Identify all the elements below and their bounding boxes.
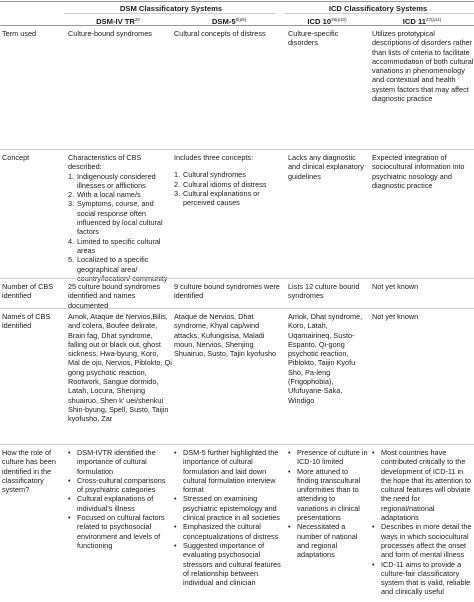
list-item: • Cultural explanations of individual's illness bbox=[68, 494, 172, 513]
row-label-role: How the role of culture has been identified in the classificatory system? bbox=[2, 448, 56, 495]
list-item: Localized to a specific geographical area/ country/location/ community bbox=[77, 255, 168, 283]
list-item: • Describes in more detail the ways in which sociocultural processes affect the onset and form of mental illness bbox=[372, 522, 474, 559]
list-item: Symptoms, course, and social response often influenced by local cultural factors bbox=[77, 199, 163, 237]
concept-dsm5-intro: Includes three concepts: bbox=[174, 153, 254, 162]
names-dsm5: Ataque de Nervios, Dhat syndrome, Khyal cap/wind attacks, Kufungisisa, Maladi moun, Nervios, Shenjing Shuairuo, Susto, Tajin kyofusho bbox=[174, 312, 277, 359]
concept-icd10: Lacks any diagnostic and clinical explanatory guidelines bbox=[288, 153, 364, 181]
list-item: • Focused on cultural factors related to psychosocial environment and levels of functioning bbox=[68, 513, 172, 550]
list-item: Cultural syndromes bbox=[183, 170, 246, 180]
term-dsm4: Culture-bound syndromes bbox=[68, 29, 152, 38]
row-divider bbox=[0, 308, 474, 309]
col-header-dsm5: DSM-$5^{6(p5)}$ bbox=[211, 17, 247, 26]
list-item: • ICD-11 aims to provide a culture-fair classificatory system that is valid, reliable and clinically useful bbox=[372, 560, 474, 597]
role-dsm4 bbox=[68, 448, 172, 550]
number-icd10: Lists 12 culture bound syndromes bbox=[288, 282, 360, 301]
list-item: • Suggested importance of evaluating psychosocial stressors and cultural features of relationship between individual and clinician bbox=[174, 541, 286, 587]
group-underline-icd bbox=[284, 13, 474, 14]
col-header-dsm4: DSM-IV TR$^{20}$ bbox=[96, 17, 140, 26]
list-item: • Stressed on examining psychiatric epistemology and clinical practice in all societies bbox=[174, 494, 286, 522]
names-icd11: Not yet known bbox=[372, 312, 419, 321]
list-item: With a local name/s bbox=[77, 190, 141, 200]
list-item: Limited to specific cultural areas bbox=[77, 236, 161, 255]
term-icd11: Utilizes prototypical descriptions of disorders rather than lists of criteria to facilitate accommodation of both cultural variations in phenomenology and contextual and health system factors that may affect diagnostic practice bbox=[372, 29, 474, 104]
top-rule bbox=[0, 1, 474, 2]
list-item: • DSM-5 further highlighted the importance of cultural formulation and laid down cultural formulation interview format bbox=[174, 448, 286, 494]
number-dsm4: 25 culture bound syndromes identified and names documented bbox=[68, 282, 161, 310]
term-icd10: Culture-specific disorders bbox=[288, 29, 339, 48]
list-item: Indigenously considered illnesses or afflictions bbox=[77, 171, 156, 190]
concept-dsm4-intro: Characteristics of CBS described: bbox=[68, 153, 142, 172]
dsm-group-header: DSM Classificatory Systems bbox=[119, 4, 223, 13]
list-item: Cultural idioms of distress bbox=[183, 179, 267, 189]
col-header-icd11: ICD $11^{27(p11)}$ bbox=[402, 17, 442, 26]
list-item: • DSM-IVTR identified the importance of cultural formulation bbox=[68, 448, 172, 476]
icd-group-header: ICD Classificatory Systems bbox=[328, 4, 428, 13]
names-dsm4: Amok, Ataque de Nervios,Bilis, and colera, Boufee delirate, Brain fag, Dhat syndrome, falling out or black out, ghost sickness, Hwa-byung, Koro, Mal de ojo, Nervios, Piblokto, Qi gong psychotic reaction, Rootwork, Sangue dormido, Latah, Locura, Shenjing shuairuo, Shen k' uei/shenkui Shin-byung, Spell, Susto, Taijin kyofusho, Zar bbox=[68, 312, 172, 424]
list-item: Cultural explanations or perceived causes bbox=[183, 188, 260, 208]
col-header-icd10: ICD $10^{26(p10)}$ bbox=[307, 17, 347, 26]
row-label-number: Number of CBS identified bbox=[2, 282, 54, 301]
group-underline-dsm bbox=[64, 13, 276, 14]
number-dsm5: 9 culture bound syndromes were identified bbox=[174, 282, 280, 301]
row-label-names: Names of CBS identified bbox=[2, 312, 51, 331]
role-dsm5 bbox=[174, 448, 286, 587]
concept-icd11: Expected integration of sociocultural information into psychiatric nosology and diagnostic practice bbox=[372, 153, 465, 190]
list-item: • Necessitated a number of national and regional adaptations bbox=[288, 522, 368, 559]
row-label-term: Term used bbox=[2, 29, 37, 38]
list-item: • Cross-cultural comparisons of psychiatric categories bbox=[68, 476, 172, 495]
role-icd11 bbox=[372, 448, 474, 597]
concept-dsm4 bbox=[68, 153, 172, 283]
row-divider bbox=[0, 149, 474, 150]
list-item: • Emphasized the cultural conceptualizations of distress bbox=[174, 522, 286, 541]
list-item: • Presence of culture in ICD-10 limited bbox=[288, 448, 368, 467]
term-dsm5: Cultural concepts of distress bbox=[174, 29, 266, 38]
names-icd10: Amok, Dhat syndrome, Koro, Latah, Uqamairineq, Susto-Espanto, Qi-gong psychotic reaction, Piblokto, Taijin Kyofu Sho, Pa-leng (Frigophobia), Ufufuyane-Saka, Windigo bbox=[288, 312, 363, 405]
row-label-concept: Concept bbox=[2, 153, 30, 162]
concept-dsm5 bbox=[174, 153, 286, 207]
list-item: • Most countries have contributed critically to the development of ICD-11 in the hope that its attention to cultural features will obviate the need for regional/national adaptations bbox=[372, 448, 474, 522]
row-divider bbox=[0, 444, 474, 445]
role-icd10 bbox=[288, 448, 368, 560]
header-rule bbox=[0, 25, 474, 26]
list-item: • More attuned to finding transcultural uniformities than to attending to variations in clinical presentations bbox=[288, 467, 368, 523]
number-icd11: Not yet known bbox=[372, 282, 419, 291]
row-divider bbox=[0, 278, 474, 279]
